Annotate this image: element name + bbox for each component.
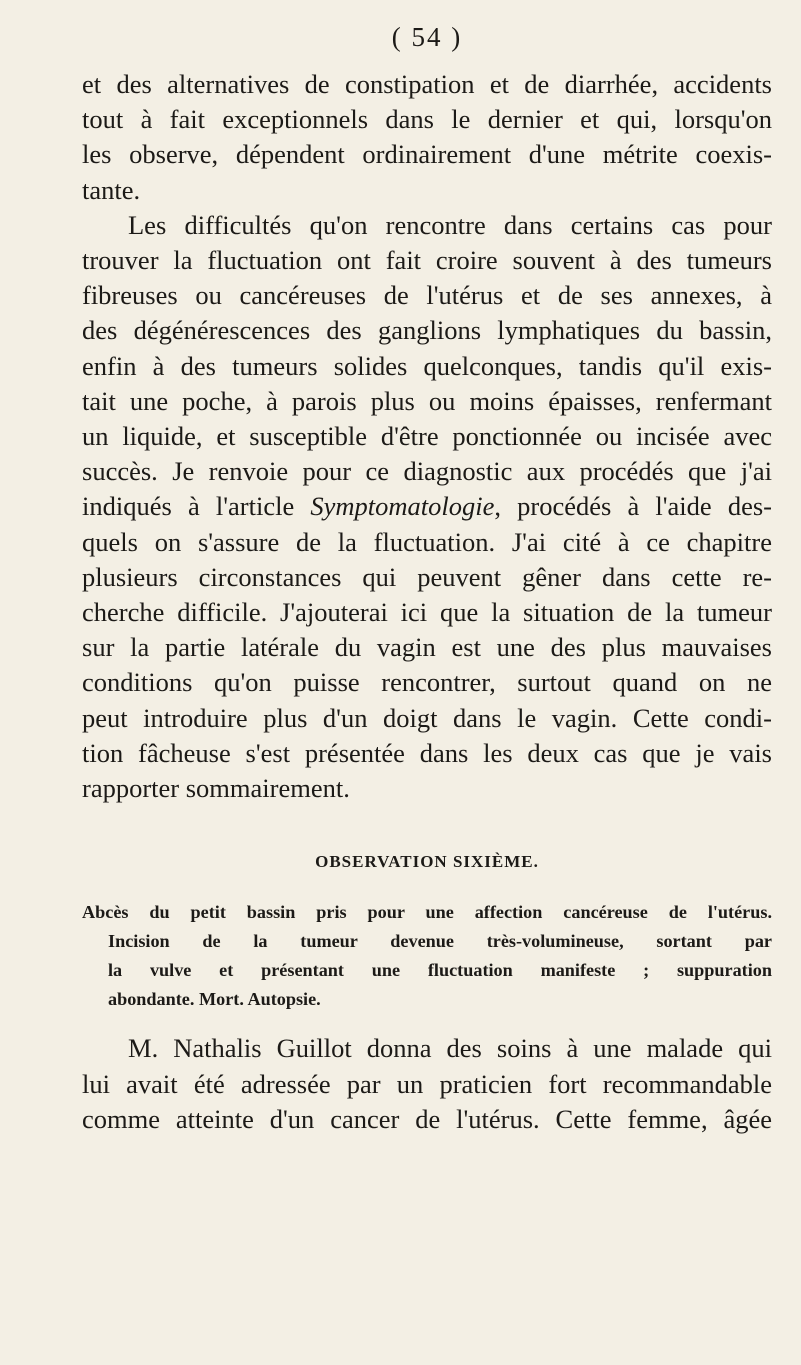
observation-text	[82, 1031, 772, 1137]
summary-line: Incision de la tumeur devenue très-volumineuse, sortant par	[108, 931, 772, 952]
document-page	[82, 22, 772, 1137]
text-line: succès. Je renvoie pour ce diagnostic aux procédés que j'ai	[82, 456, 772, 487]
text-line: tout à fait exceptionnels dans le dernier et qui, lorsqu'on	[82, 104, 772, 135]
page-number: ( 54 )	[391, 22, 463, 52]
summary-line: abondante. Mort. Autopsie.	[108, 988, 321, 1009]
text-fragment: indiqués à l'article	[82, 491, 311, 522]
summary-line: Abcès du petit bassin pris pour une affection cancéreuse de l'utérus.	[82, 902, 772, 923]
text-line: conditions qu'on puisse rencontrer, surtout quand on ne	[82, 667, 772, 698]
paragraph-continuation	[82, 67, 772, 208]
text-line: cherche difficile. J'ajouterai ici que la situation de la tumeur	[82, 597, 772, 628]
text-line: et des alternatives de constipation et de diarrhée, accidents	[82, 69, 772, 99]
text-line: M. Nathalis Guillot donna des soins à une malade qui	[128, 1033, 772, 1064]
text-line: comme atteinte d'un cancer de l'utérus. Cette femme, âgée	[82, 1103, 772, 1134]
text-line: enfin à des tumeurs solides quelconques, tandis qu'il exis-	[82, 350, 772, 381]
text-fragment: , procédés à l'aide des-	[494, 491, 772, 522]
observation-heading: OBSERVATION SIXIÈME.	[315, 852, 539, 872]
text-line: les observe, dépendent ordinairement d'une métrite coexis-	[82, 139, 772, 170]
text-line: lui avait été adressée par un praticien fort recommandable	[82, 1068, 772, 1099]
text-line: trouver la fluctuation ont fait croire souvent à des tumeurs	[82, 245, 772, 276]
text-line: rapporter sommairement.	[82, 773, 350, 804]
summary-line: la vulve et présentant une fluctuation manifeste ; suppuration	[108, 959, 772, 980]
text-line: quels on s'assure de la fluctuation. J'ai cité à ce chapitre	[82, 526, 772, 557]
text-line: tante.	[82, 174, 141, 205]
text-line: peut introduire plus d'un doigt dans le vagin. Cette condi-	[82, 702, 772, 733]
article-title: Symptomatologie	[310, 491, 495, 522]
text-line: Les difficultés qu'on rencontre dans certains cas pour	[128, 209, 772, 240]
observation-summary	[82, 898, 772, 1013]
text-line: tait une poche, à parois plus ou moins épaisses, renfermant	[82, 385, 772, 416]
text-line: tion fâcheuse s'est présentée dans les deux cas que je vais	[82, 737, 772, 768]
text-line: un liquide, et susceptible d'être ponctionnée ou incisée avec	[82, 421, 772, 452]
text-line: plusieurs circonstances qui peuvent gêner dans cette re-	[82, 561, 772, 592]
text-line-with-italic	[82, 489, 772, 524]
text-line: sur la partie latérale du vagin est une des plus mauvaises	[82, 632, 772, 663]
paragraph-diagnosis	[82, 208, 772, 806]
text-line: fibreuses ou cancéreuses de l'utérus et de ses annexes, à	[82, 280, 772, 311]
text-line: des dégénérescences des ganglions lymphatiques du bassin,	[82, 315, 772, 346]
